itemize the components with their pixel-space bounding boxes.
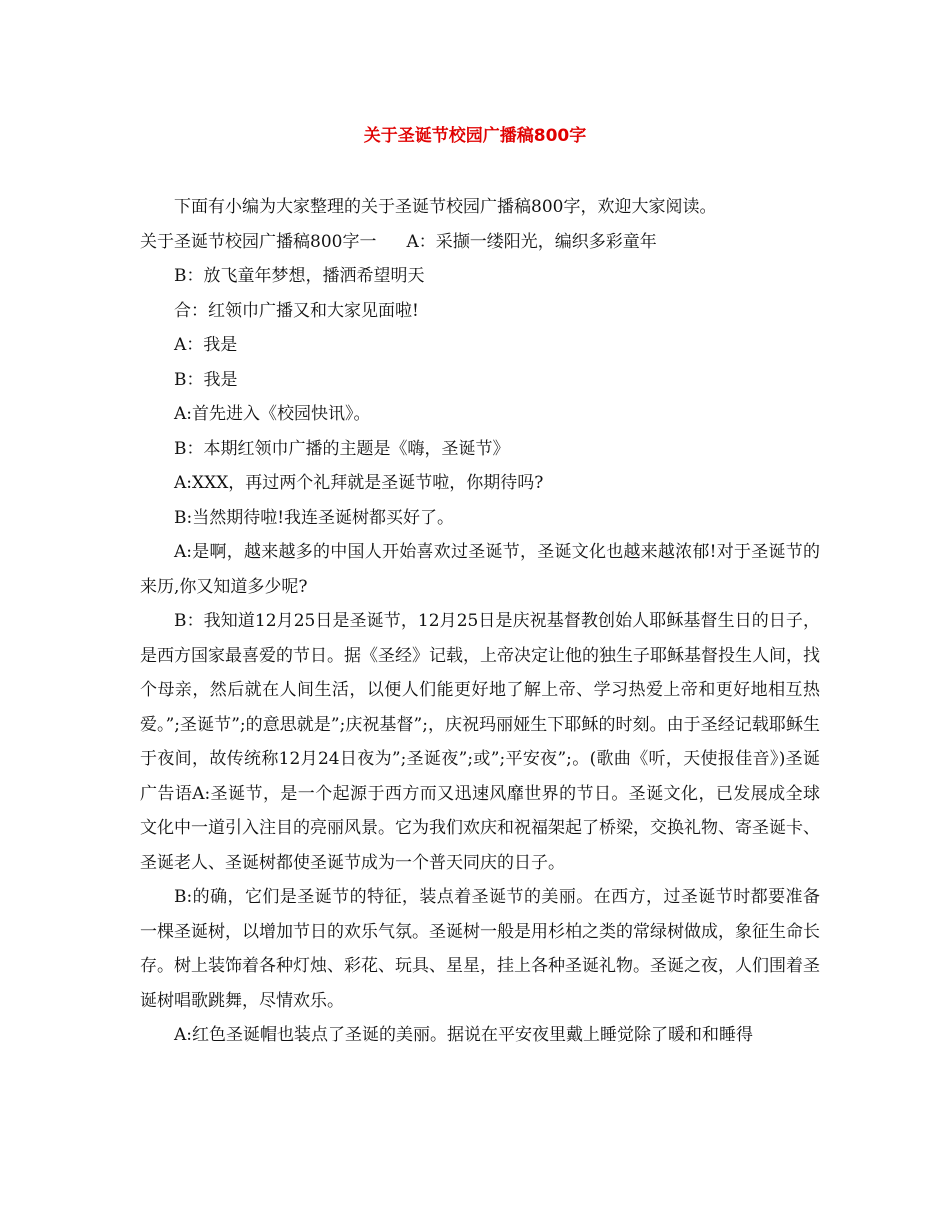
document-title: 关于圣诞节校园广播稿800字 [363, 126, 587, 146]
paragraph: A:红色圣诞帽也装点了圣诞的美丽。据说在平安夜里戴上睡觉除了暖和和睡得 [174, 1025, 754, 1045]
first-dialogue-line: A：采撷一缕阳光，编织多彩童年 [406, 231, 657, 252]
paragraph: B：放飞童年梦想，播洒希望明天 [174, 266, 425, 286]
paragraph: A：我是 [174, 335, 238, 355]
intro-paragraph: 下面有小编为大家整理的关于圣诞节校园广播稿800字，欢迎大家阅读。 [174, 197, 717, 217]
paragraph: A:XXX，再过两个礼拜就是圣诞节啦，你期待吗? [174, 473, 544, 493]
document-body [140, 190, 820, 1053]
section-heading-line [140, 225, 820, 260]
paragraph: B：我知道12月25日是圣诞节，12月25日是庆祝基督教创始人耶稣基督生日的日子，是西方国家最喜爱的节日。据《圣经》记载，上帝决定让他的独生子耶稣基督投生人间，找个母亲，然后就在人间生活，以便人们能更好地了解上帝、学习热爱上帝和更好地相互热爱。”;圣诞节”;的意思就是”;庆祝基督”;，庆祝玛丽娅生下耶稣的时刻。由于圣经记载耶稣生于夜间，故传统称12月24日夜为”;圣诞夜”;或”;平安夜”;。(歌曲《听，天使报佳音》)圣诞广告语A:圣诞节，是一个起源于西方而又迅速风靡世界的节日。圣诞文化，已发展成全球文化中一道引入注目的亮丽风景。它为我们欢庆和祝福架起了桥梁，交换礼物、寄圣诞卡、圣诞老人、圣诞树都使圣诞节成为一个普天同庆的日子。 [140, 611, 820, 873]
paragraph: B：本期红领巾广播的主题是《嗨，圣诞节》 [174, 438, 510, 459]
paragraph: A:是啊，越来越多的中国人开始喜欢过圣诞节，圣诞文化也越来越浓郁!对于圣诞节的来历,你又知道多少呢? [140, 542, 820, 597]
paragraph: B:的确，它们是圣诞节的特征，装点着圣诞节的美丽。在西方，过圣诞节时都要准备一棵圣诞树，以增加节日的欢乐气氛。圣诞树一般是用杉柏之类的常绿树做成，象征生命长存。树上装饰着各种灯烛、彩花、玩具、星星，挂上各种圣诞礼物。圣诞之夜，人们围着圣诞树唱歌跳舞，尽情欢乐。 [140, 887, 820, 1011]
paragraph: 合：红领巾广播又和大家见面啦! [174, 300, 419, 321]
paragraph: A:首先进入《校园快讯》。 [174, 404, 371, 424]
paragraph: B:当然期待啦!我连圣诞树都买好了。 [174, 507, 455, 528]
paragraph: B：我是 [174, 369, 238, 390]
section-heading: 关于圣诞节校园广播稿800字一 [140, 231, 377, 252]
